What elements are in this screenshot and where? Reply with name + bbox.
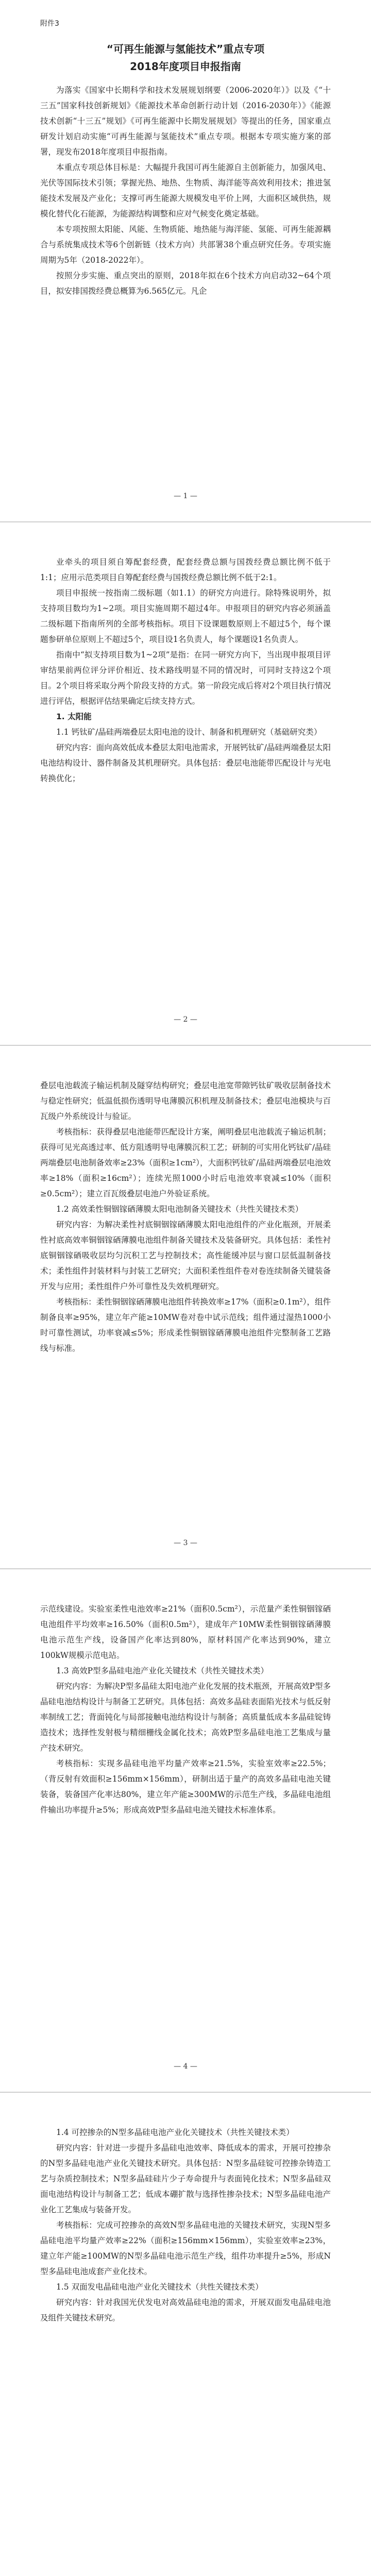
- body-paragraph: 本重点专项总体目标是：大幅提升我国可再生能源自主创新能力，加强风电、光伏等国际技术引领；掌握光热、地热、生物质、海洋能等高效利用技术；推进氢能技术发展及产业化；支撑可再生能源大规模发电平价上网，大面积区域供热，规模化替代化石能源，为能源结构调整和应对气候变化奠定基础。: [40, 163, 331, 218]
- page-4: [0, 1570, 371, 2091]
- page-2: [0, 523, 371, 1044]
- body-paragraph: 示范线建设。实验室柔性电池效率≥21%（面积0.5cm²），示范量产柔性铜铟镓硒电池组件平均效率≥16.50%（面积0.5m²），建成年产10MW柔性铜铟镓硒薄膜电池示范生产线，设备国产化率达到80%，原材料国产化率达到90%，建立100kW规模示范电站。: [40, 1604, 331, 1660]
- body-paragraph: 项目申报统一按指南二级标题（如1.1）的研究方向进行。除特殊说明外，拟支持项目数均为1~2项。项目实施周期不超过4年。申报项目的研究内容必须涵盖二级标题下指南所列的全部考核指标。项目下设课题数原则上不超过5个，每个课题参研单位原则上不超过5个，项目设1名负责人，每个课题设1名负责人。: [40, 588, 331, 644]
- page-4-body: [40, 1601, 331, 1818]
- body-paragraph: 考核指标：获得叠层电池能带匹配设计方案，阐明叠层电池载流子输运机制；获得可见光高透过率、低方阻透明导电薄膜沉积工艺；研制的可实用化钙钛矿/晶硅两端叠层电池制备效率≥23%（面积≥1cm²），大面积钙钛矿/晶硅两端叠层电池效率≥18%（面积≥16cm²）；连续光照1000小时后电池效率衰减≤10%（面积≥0.5cm²）；建立百瓦级叠层电池户外验证系统。: [40, 1127, 331, 1198]
- subsection-heading: 1.4 可控掺杂的N型多晶硅电池产业化关键技术（共性关键技术类）: [56, 2128, 294, 2137]
- page-separator: [0, 1045, 371, 1046]
- body-paragraph: 研究内容：针对进一步提升多晶硅电池效率、降低成本的需求，开展可控掺杂的N型多晶硅电池产业化关键技术研究。具体包括：N型多晶硅锭可控掺杂铸造工艺与杂质控制技术；N型多晶硅硅片少子寿命提升与表面钝化技术；N型多晶硅双面电池结构设计与制备工艺；低成本硼扩散与选择性掺杂技术；N型多晶硅电池产业化工艺集成与装备开发。: [40, 2143, 331, 2214]
- body-paragraph: 指南中“拟支持项目数为1~2项”是指：在同一研究方向下，当出现申报项目评审结果前两位评分评价相近、技术路线明显不同的情况时，可同时支持这2个项目。2个项目将采取分两个阶段支持的方式。第一阶段完成后将对2个项目执行情况进行评估，根据评估结果确定后续支持方式。: [40, 650, 331, 706]
- body-paragraph: 研究内容：面向高效低成本叠层太阳电池需求，开展钙钛矿/晶硅两端叠层太阳电池结构设计、器件制备及其机理研究。具体包括：叠层电池能带匹配设计与光电转换优化；: [40, 743, 331, 783]
- document-title-line1: “可再生能源与氢能技术”重点专项: [106, 43, 265, 55]
- document-title-line2: 2018年度项目申报指南: [130, 60, 241, 73]
- body-paragraph: 研究内容：为解决柔性衬底铜铟镓硒薄膜太阳电池组件的产业化瓶颈，开展柔性衬底高效率铜铟镓硒薄膜电池组件制备关键技术及装备研究。具体包括：柔性衬底铜铟镓硒吸收层均匀沉积工艺与控制技术；高性能缓冲层与窗口层低温制备技术；柔性组件封装材料与封装工艺研究；大面积柔性组件卷对卷连续制备关键装备开发与应用；柔性组件户外可靠性及失效机理研究。: [40, 1220, 331, 1291]
- body-paragraph: 为落实《国家中长期科学和技术发展规划纲要（2006-2020年）》以及《“十三五”国家科技创新规划》《能源技术革命创新行动计划（2016-2030年）》《能源技术创新“十三五”规划》《可再生能源中长期发展规划》等提出的任务，国家重点研发计划启动实施“可再生能源与氢能技术”重点专项。根据本专项实施方案的部署，现发布2018年度项目申报指南。: [40, 86, 331, 157]
- subsection-heading: 1.3 高效P型多晶硅电池产业化关键技术（共性关键技术类）: [56, 1666, 269, 1675]
- subsection-heading: 1.2 高效柔性铜铟镓硒薄膜太阳电池制备关键技术（共性关键技术类）: [56, 1205, 303, 1214]
- subsection-heading: 1.1 钙钛矿/晶硅两端叠层太阳电池的设计、制备和机理研究（基础研究类）: [56, 727, 322, 737]
- body-paragraph: 研究内容：为解决P型多晶硅太阳电池产业化发展的技术瓶颈，开展高效P型多晶硅电池结构设计与制备工艺研究。具体包括：高效多晶硅表面陷光技术与低反射率制绒工艺；背面钝化与局部接触电池结构设计与制备；高质量低成本多晶硅锭铸造技术；选择性发射极与精细栅线金属化技术；高效P型多晶硅电池工艺集成与量产技术研究。: [40, 1682, 331, 1753]
- page-2-body: [40, 554, 331, 786]
- page-1: [0, 0, 371, 520]
- page-separator: [0, 1568, 371, 1569]
- body-paragraph: 考核指标：实现多晶硅电池平均量产效率≥21.5%，实验室效率≥22.5%；（背反射有效面积≥156mm×156mm），研制出适于量产的高效多晶硅电池关键装备，装备国产化率达80%，建立年产能≥300MW的示范生产线，多晶硅电池组件输出功率提升≥5%；形成高效P型多晶硅电池关键技术标准体系。: [40, 1759, 331, 1815]
- body-paragraph: 研究内容：针对我国光伏发电对高效晶硅电池的需求，开展双面发电晶硅电池及组件关键技术研究。: [40, 2298, 331, 2323]
- subsection-heading: 1.5 双面发电晶硅电池产业化关键技术（共性关键技术类）: [56, 2282, 263, 2292]
- page-separator: [0, 521, 371, 522]
- body-paragraph: 叠层电池载流子输运机制及隧穿结构研究；叠层电池宽带隙钙钛矿吸收层制备技术与稳定性研究；低温低损伤透明导电薄膜沉积机理及制备技术；叠层电池模块与百瓦级户外系统设计与验证。: [40, 1081, 331, 1121]
- page-separator: [0, 2092, 371, 2093]
- page-number: — 4 —: [174, 2062, 197, 2071]
- body-paragraph: 按照分步实施、重点突出的原则，2018年拟在6个技术方向启动32~64个项目，拟安排国拨经费总概算为6.565亿元。凡企: [40, 271, 331, 296]
- section-heading: 1. 太阳能: [56, 712, 92, 721]
- page-number: — 2 —: [174, 1015, 197, 1024]
- body-paragraph: 业牵头的项目须自筹配套经费，配套经费总额与国拨经费总额比例不低于1:1；应用示范类项目自筹配套经费与国拨经费总额比例不低于2:1。: [40, 557, 331, 582]
- body-paragraph: 本专项按照太阳能、风能、生物质能、地热能与海洋能、氢能、可再生能源耦合与系统集成技术等6个创新链（技术方向）共部署38个重点研究任务。专项实施周期为5年（2018-2022年）。: [40, 225, 331, 265]
- page-number: — 1 —: [174, 492, 197, 500]
- page-3-body: [40, 1078, 331, 1356]
- page-5: [0, 2094, 371, 2576]
- page-number: — 3 —: [174, 1539, 197, 1547]
- page-1-body: [40, 82, 331, 299]
- page-3: [0, 1047, 371, 1567]
- body-paragraph: 考核指标：完成可控掺杂的高效N型多晶硅电池的关键技术研究，实现N型多晶硅电池平均量产效率≥22%（面积≥156mm×156mm），实验室效率≥23%，建立年产能≥100MW的N型多晶硅电池示范生产线，组件功率提升≥5%，形成N型多晶硅电池成套产业化技术。: [40, 2221, 331, 2276]
- annex-label: 附件3: [40, 20, 59, 28]
- body-paragraph: 考核指标：柔性铜铟镓硒薄膜电池组件转换效率≥17%（面积≥0.1m²），组件制备良率≥95%，建立年产能≥10MW卷对卷中试示范线；组件通过湿热1000小时可靠性测试，功率衰减≤5%；形成柔性铜铟镓硒薄膜电池组件完整制备工艺路线与标准。: [40, 1297, 331, 1353]
- page-5-body: [40, 2125, 331, 2326]
